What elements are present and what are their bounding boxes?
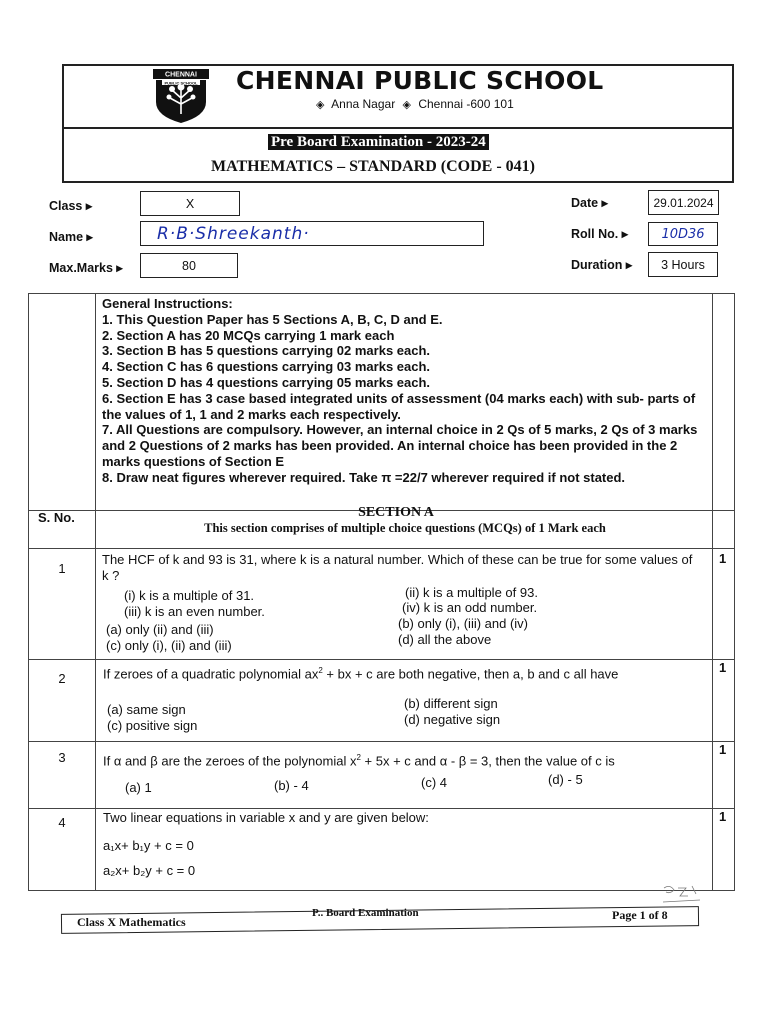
question-text: The HCF of k and 93 is 31, where k is a natural number. Which of these can be true for some values of k ? [102,552,693,583]
header-divider [62,127,734,129]
instructions-heading: General Instructions: [102,296,233,311]
school-logo [152,68,210,124]
instruction-item: 6. Section E has 3 case based integrated units of assessment (04 marks each) with sub- parts of the values of 1, 1 and 2 marks each respectively. [102,390,696,422]
question-text: Two linear equations in variable x and y are given below: [103,810,429,825]
question-mark: 1 [719,809,727,824]
equation: a₁x+ b₁y + c = 0 [103,838,194,853]
row-divider [28,659,735,660]
statement: (ii) k is a multiple of 93. [405,585,538,600]
question-number: 2 [58,671,66,686]
svg-text:CHENNAI: CHENNAI [165,71,197,79]
statement: (iii) k is an even number. [124,604,265,619]
diamond-icon: ◈ [402,99,411,111]
statement: (iv) k is an odd number. [402,600,538,615]
address-part-2: Chennai -600 101 [418,97,514,111]
question-text [103,750,703,769]
option-a: (a) 1 [125,780,152,795]
svg-text:PUBLIC SCHOOL: PUBLIC SCHOOL [164,80,198,86]
duration-label: Duration ▸ [571,258,633,272]
class-value: X [140,191,240,216]
roll-value: 10D36 [648,222,718,246]
address-part-1: Anna Nagar [331,97,396,111]
option-a: (a) only (ii) and (iii) [106,622,214,637]
school-name: CHENNAI PUBLIC SCHOOL [236,66,604,95]
general-instructions [102,296,712,486]
instruction-item: 2. Section A has 20 MCQs carrying 1 mark each [102,327,395,343]
statement: (i) k is a multiple of 31. [124,588,255,603]
section-subtitle: This section comprises of multiple choice questions (MCQs) of 1 Mark each [204,521,606,535]
exponent: 2 [356,753,361,762]
question-number: 4 [58,815,66,830]
option-d: (d) - 5 [548,772,583,787]
option-b: (b) only (i), (iii) and (iv) [398,616,529,631]
diamond-icon: ◈ [316,99,325,111]
date-label: Date ▸ [571,196,608,210]
exam-title-text: Pre Board Examination - 2023-24 [268,134,489,150]
school-address [312,97,514,111]
class-label: Class ▸ [49,199,93,213]
roll-label: Roll No. ▸ [571,227,628,241]
section-title: SECTION A [358,505,434,520]
instruction-item: 1. This Question Paper has 5 Sections A, B, C, D and E. [102,311,443,327]
option-b: (b) different sign [404,696,498,711]
option-b: (b) - 4 [274,778,309,793]
row-divider [28,548,735,549]
subject-title: MATHEMATICS – STANDARD (CODE - 041) [211,158,535,175]
equation: a₂x+ b₂y + c = 0 [103,863,196,878]
question-mark: 1 [719,742,727,757]
instruction-item: 4. Section C has 6 questions carrying 03 marks each. [102,359,431,375]
name-label: Name ▸ [49,230,93,244]
question-mark: 1 [719,660,727,675]
footer-class: Class X Mathematics [77,915,186,929]
question-text-part: If α and β are the zeroes of the polynomial x [103,753,357,769]
footer-page: Page 1 of 8 [612,908,668,922]
option-c: (c) only (i), (ii) and (iii) [106,638,232,653]
instruction-item: 8. Draw neat figures wherever required. Take π =22/7 wherever required if not stated. [102,469,626,485]
exam-title [268,134,489,151]
option-d: (d) negative sign [404,712,501,727]
question-mark: 1 [719,551,727,566]
option-d: (d) all the above [398,632,492,647]
question-text-part: + bx + c are both negative, then a, b and c all have [322,666,619,682]
question-text-part: If zeroes of a quadratic polynomial ax [103,666,319,682]
question-number: 3 [58,750,66,765]
instruction-item: 3. Section B has 5 questions carrying 02 marks each. [102,343,431,359]
sno-header: S. No. [38,510,75,525]
handwritten-scribble [660,882,704,908]
name-value: R·B·Shreekanth· [140,221,484,246]
question-text-part: + 5x + c and α - β = 3, then the value of c is [360,753,615,769]
duration-value: 3 Hours [648,252,718,277]
footer-exam: P.. Board Examination [312,907,419,919]
instruction-item: 7. All Questions are compulsory. However, an internal choice in 2 Qs of 5 marks, 2 Qs of 3 marks and 2 Questions of 2 marks has been provided. An internal choice has been provided in the 2 marks questions of Section E [102,422,698,469]
row-divider [28,741,735,742]
option-c: (c) 4 [421,775,447,790]
maxmarks-label: Max.Marks ▸ [49,261,123,275]
instruction-item: 5. Section D has 4 questions carrying 05 marks each. [102,374,431,390]
option-c: (c) positive sign [107,718,198,733]
row-divider [28,808,735,809]
option-a: (a) same sign [107,702,186,717]
exponent: 2 [318,666,323,675]
question-text [103,663,703,682]
maxmarks-value: 80 [140,253,238,278]
question-number: 1 [58,561,66,576]
date-value: 29.01.2024 [648,190,719,215]
